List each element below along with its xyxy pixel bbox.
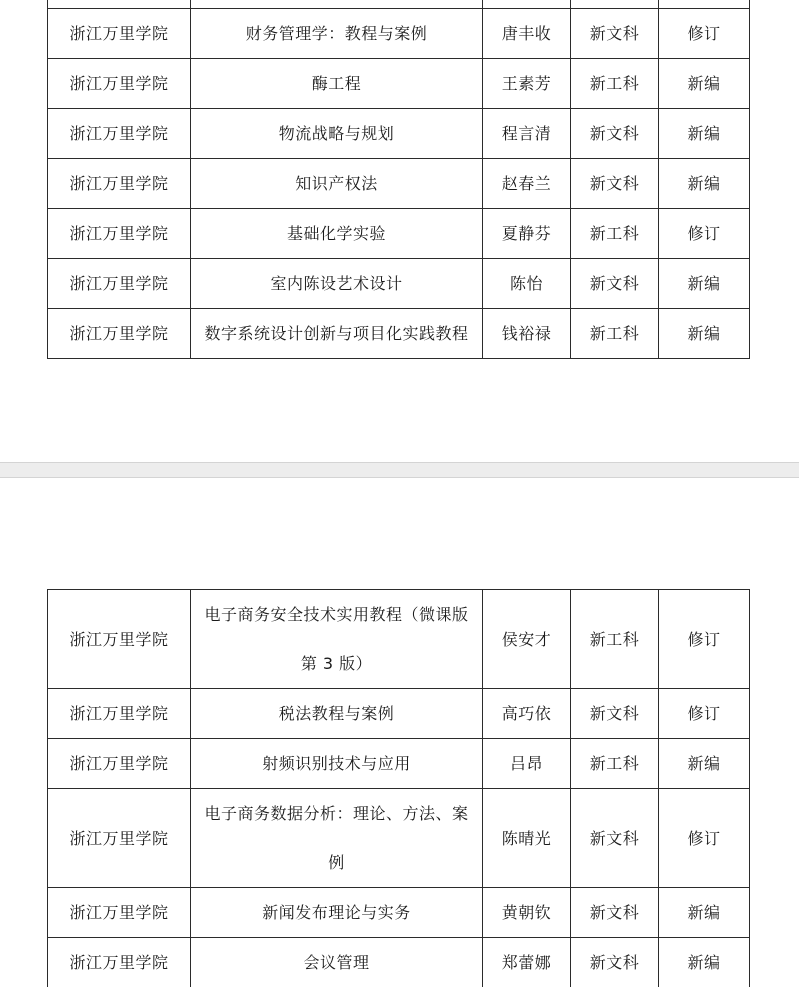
type-cell: 新编 <box>659 888 750 938</box>
author-cell: 王素芳 <box>483 59 571 109</box>
table-row <box>48 789 750 888</box>
table-row <box>48 938 750 987</box>
page-separator <box>0 462 799 478</box>
school-cell: 浙江万里学院 <box>48 789 191 888</box>
title-cell: 财务管理学：教程与案例 <box>191 9 483 59</box>
title-cell: 知识产权法 <box>191 159 483 209</box>
table-row <box>48 689 750 739</box>
school-cell: 浙江万里学院 <box>48 590 191 689</box>
title-cell <box>191 789 483 888</box>
school-cell: 浙江万里学院 <box>48 9 191 59</box>
table-row <box>48 259 750 309</box>
title-cell: 射频识别技术与应用 <box>191 739 483 789</box>
category-cell: 新工科 <box>571 309 659 359</box>
title-cell: 基础化学实验 <box>191 209 483 259</box>
author-cell: 吕昂 <box>483 739 571 789</box>
author-cell: 唐丰收 <box>483 9 571 59</box>
type-cell: 修订 <box>659 9 750 59</box>
school-cell: 浙江万里学院 <box>48 309 191 359</box>
category-cell: 新工科 <box>571 59 659 109</box>
title-cell: 酶工程 <box>191 59 483 109</box>
school-cell: 浙江万里学院 <box>48 888 191 938</box>
table-row <box>48 590 750 689</box>
category-cell: 新文科 <box>571 938 659 987</box>
type-cell: 修订 <box>659 789 750 888</box>
table-row <box>48 59 750 109</box>
school-cell: 浙江万里学院 <box>48 938 191 987</box>
school-cell: 浙江万里学院 <box>48 739 191 789</box>
table-row <box>48 739 750 789</box>
page-top <box>0 0 799 462</box>
table-row <box>48 209 750 259</box>
textbook-table-top <box>47 0 750 359</box>
type-cell: 新编 <box>659 309 750 359</box>
title-cell: 室内陈设艺术设计 <box>191 259 483 309</box>
table-row <box>48 0 750 9</box>
author-cell: 陈晴光 <box>483 789 571 888</box>
category-cell: 新工科 <box>571 209 659 259</box>
type-cell: 新编 <box>659 739 750 789</box>
school-cell: 浙江万里学院 <box>48 59 191 109</box>
type-cell <box>659 0 750 9</box>
type-cell: 修订 <box>659 590 750 689</box>
type-cell: 修订 <box>659 689 750 739</box>
school-cell: 浙江万里学院 <box>48 209 191 259</box>
title-line-2: 例 <box>328 853 345 872</box>
school-cell: 浙江万里学院 <box>48 689 191 739</box>
author-cell: 黄朝钦 <box>483 888 571 938</box>
title-cell <box>191 590 483 689</box>
category-cell: 新文科 <box>571 888 659 938</box>
category-cell <box>571 0 659 9</box>
school-cell: 浙江万里学院 <box>48 159 191 209</box>
category-cell: 新文科 <box>571 789 659 888</box>
author-cell: 夏静芬 <box>483 209 571 259</box>
author-cell: 赵春兰 <box>483 159 571 209</box>
table-row <box>48 159 750 209</box>
table-row <box>48 109 750 159</box>
author-cell: 陈怡 <box>483 259 571 309</box>
table-row <box>48 888 750 938</box>
category-cell: 新文科 <box>571 159 659 209</box>
page-bottom <box>0 478 799 987</box>
author-cell: 郑蕾娜 <box>483 938 571 987</box>
title-line-2: 第 3 版） <box>300 654 373 673</box>
type-cell: 新编 <box>659 259 750 309</box>
table-row <box>48 9 750 59</box>
author-cell: 侯安才 <box>483 590 571 689</box>
title-line-1: 电子商务安全技术实用教程（微课版 <box>204 605 469 624</box>
author-cell: 程言清 <box>483 109 571 159</box>
title-cell: 会议管理 <box>191 938 483 987</box>
school-cell <box>48 0 191 9</box>
category-cell: 新工科 <box>571 590 659 689</box>
category-cell: 新文科 <box>571 259 659 309</box>
title-line-1: 电子商务数据分析：理论、方法、案 <box>204 804 469 823</box>
author-cell: 钱裕禄 <box>483 309 571 359</box>
type-cell: 新编 <box>659 159 750 209</box>
title-cell: 数字系统设计创新与项目化实践教程 <box>191 309 483 359</box>
type-cell: 新编 <box>659 938 750 987</box>
table-row <box>48 309 750 359</box>
category-cell: 新工科 <box>571 739 659 789</box>
author-cell <box>483 0 571 9</box>
title-cell: 新闻发布理论与实务 <box>191 888 483 938</box>
author-cell: 高巧依 <box>483 689 571 739</box>
type-cell: 修订 <box>659 209 750 259</box>
title-cell: 税法教程与案例 <box>191 689 483 739</box>
textbook-table-bottom <box>47 589 750 987</box>
category-cell: 新文科 <box>571 109 659 159</box>
title-cell <box>191 0 483 9</box>
category-cell: 新文科 <box>571 689 659 739</box>
school-cell: 浙江万里学院 <box>48 109 191 159</box>
title-cell: 物流战略与规划 <box>191 109 483 159</box>
category-cell: 新文科 <box>571 9 659 59</box>
type-cell: 新编 <box>659 59 750 109</box>
school-cell: 浙江万里学院 <box>48 259 191 309</box>
type-cell: 新编 <box>659 109 750 159</box>
